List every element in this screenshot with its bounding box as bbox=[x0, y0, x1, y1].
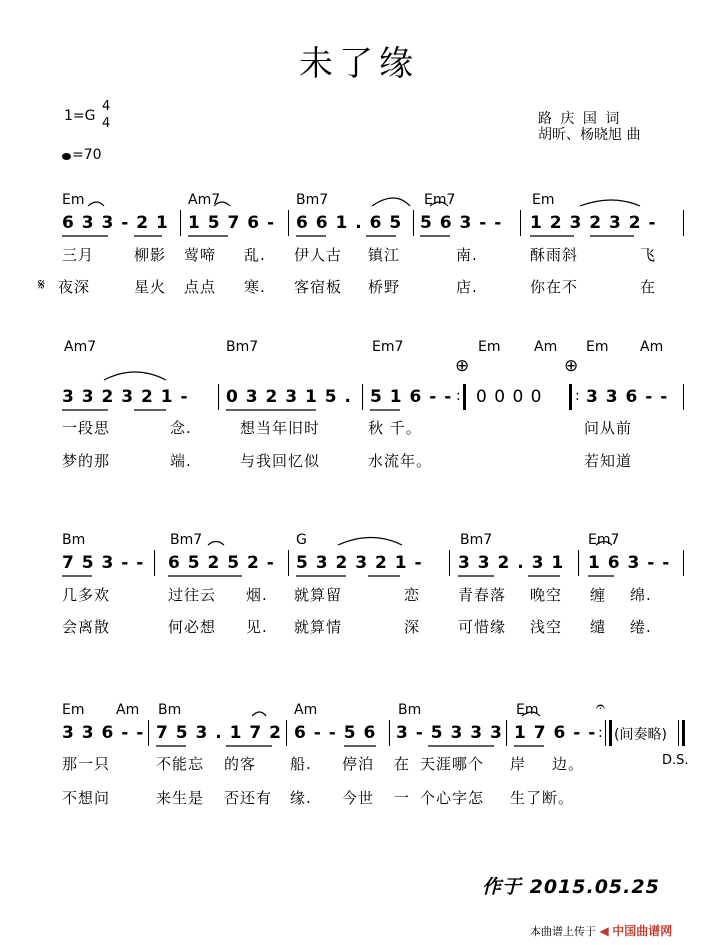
chord-label: Bm7 bbox=[460, 532, 493, 548]
footer-note bbox=[530, 922, 672, 939]
fermata-icon: 𝄐 bbox=[596, 697, 605, 716]
lyric: 缱 bbox=[590, 618, 607, 636]
chord-label: Em bbox=[586, 339, 609, 355]
lyric: 会离散 bbox=[62, 618, 111, 636]
chord-label: Bm bbox=[62, 532, 86, 548]
measure-notes: 0 3 2 3 1 5 . bbox=[226, 387, 352, 407]
lyric: 停泊 bbox=[342, 755, 375, 773]
lyric: 水流年。 bbox=[368, 452, 433, 470]
measure-notes: 7 5 3 . 1 7 2 bbox=[156, 723, 282, 743]
slur-mark bbox=[338, 538, 402, 546]
lyric: 青春落 bbox=[458, 586, 507, 604]
lyric: 那一只 bbox=[62, 755, 111, 773]
lyric: 夜深 bbox=[58, 278, 91, 296]
brand-logo-icon: ◀ bbox=[599, 924, 609, 938]
chord-label: Bm bbox=[398, 702, 422, 718]
lyric: 寒. bbox=[244, 278, 266, 296]
page-title: 未了缘 bbox=[299, 44, 419, 84]
chord-label: Bm bbox=[158, 702, 182, 718]
chord-label: Am bbox=[640, 339, 664, 355]
lyric: 点点 bbox=[184, 278, 217, 296]
lyric: 烟. bbox=[246, 586, 268, 604]
lyric: 若知道 bbox=[584, 452, 633, 470]
slur-mark bbox=[208, 542, 224, 546]
measure-notes: 6 - - 5 6 bbox=[294, 723, 377, 743]
lyric: 酥雨斜 bbox=[530, 246, 579, 264]
repeat-dots: : bbox=[456, 388, 461, 404]
footer-text: 本曲谱上传于 bbox=[530, 925, 596, 938]
chord-label: Em7 bbox=[372, 339, 404, 355]
lyric: 南. bbox=[456, 246, 478, 264]
lyric: 飞 bbox=[640, 246, 657, 264]
lyric: 在 bbox=[394, 755, 411, 773]
lyric: 秋 千。 bbox=[368, 419, 422, 437]
chord-label: Am bbox=[294, 702, 318, 718]
chord-label: Am7 bbox=[64, 339, 97, 355]
repeat-dots: : bbox=[575, 388, 580, 404]
lyric: 几多欢 bbox=[62, 586, 111, 604]
chord-label: Am7 bbox=[188, 192, 221, 208]
measure-notes: 1 5 7 6 - bbox=[188, 213, 276, 233]
lyric: 你在不 bbox=[530, 278, 579, 296]
lyric: 星火 bbox=[134, 278, 167, 296]
lyric: 浅空 bbox=[530, 618, 563, 636]
lyric: 客宿板 bbox=[294, 278, 343, 296]
segno-icon: 𝄋 bbox=[38, 275, 45, 294]
measure-notes: 5 6 3 - - bbox=[420, 213, 503, 233]
time-signature-top: 4 bbox=[102, 99, 111, 114]
measure-notes: 3 3 2 . 3 1 bbox=[458, 553, 565, 573]
lyric: 不能忘 bbox=[156, 755, 205, 773]
chord-label: Bm7 bbox=[296, 192, 329, 208]
lyric: 在 bbox=[640, 278, 657, 296]
slur-mark bbox=[596, 542, 612, 546]
lyric: 今世 bbox=[342, 789, 375, 807]
slur-mark bbox=[580, 200, 640, 206]
lyric: 就算情 bbox=[294, 618, 343, 636]
lyric: 来生是 bbox=[156, 789, 205, 807]
lyric: 船. bbox=[290, 755, 312, 773]
lyric: 否还有 bbox=[224, 789, 273, 807]
chord-label: Bm7 bbox=[170, 532, 203, 548]
lyric: 莺啼 bbox=[184, 246, 217, 264]
chord-label: Em bbox=[532, 192, 555, 208]
lyric: 生了断。 bbox=[510, 789, 575, 807]
slur-mark bbox=[372, 198, 410, 206]
measure-notes: 0 0 0 0 bbox=[476, 387, 543, 407]
slur-mark bbox=[88, 202, 104, 206]
chord-label: G bbox=[296, 532, 307, 548]
chord-label: Em bbox=[516, 702, 539, 718]
chord-label: Am bbox=[534, 339, 558, 355]
tempo-value: =70 bbox=[72, 147, 102, 163]
lyric: 可惜缘 bbox=[458, 618, 507, 636]
measure-notes: 6 5 2 5 2 - bbox=[168, 553, 275, 573]
coda-icon: ⊕ bbox=[455, 356, 470, 376]
lyric: 晚空 bbox=[530, 586, 563, 604]
lyric: 桥野 bbox=[368, 278, 401, 296]
lyric: 问从前 bbox=[584, 419, 633, 437]
lyric: 的客 bbox=[224, 755, 257, 773]
lyric: 镇江 bbox=[368, 246, 401, 264]
dal-segno-mark: D.S. bbox=[662, 753, 689, 768]
lyric: 恋 bbox=[404, 586, 421, 604]
lyric: 伊人古 bbox=[294, 246, 343, 264]
measure-notes: 6 3 3 - 2 1 bbox=[62, 213, 169, 233]
lyric: 就算留 bbox=[294, 586, 343, 604]
time-signature-bottom: 4 bbox=[102, 116, 111, 131]
lyric: 念. bbox=[170, 419, 192, 437]
lyric: 不想问 bbox=[62, 789, 111, 807]
coda-icon: ⊕ bbox=[564, 356, 579, 376]
lyricist-credit: 路 庆 国 词 bbox=[538, 111, 622, 127]
lyric: 见. bbox=[246, 618, 268, 636]
slur-mark bbox=[430, 202, 448, 206]
measure-notes: 3 3 6 - - bbox=[586, 387, 669, 407]
repeat-dots: : bbox=[598, 725, 603, 741]
lyric: 梦的那 bbox=[62, 452, 111, 470]
slur-mark bbox=[522, 712, 540, 716]
composer-credit: 胡昕、杨晓旭 曲 bbox=[538, 127, 641, 143]
measure-notes: 3 3 6 - - bbox=[62, 723, 145, 743]
chord-label: Em bbox=[62, 702, 85, 718]
measure-notes: 3 3 2 3 2 1 - bbox=[62, 387, 189, 407]
measure-notes: 7 5 3 - - bbox=[62, 553, 145, 573]
slur-mark bbox=[252, 712, 266, 716]
lyric: 天涯哪个 bbox=[420, 755, 485, 773]
lyric: 绵. bbox=[630, 586, 652, 604]
slur-mark bbox=[104, 372, 166, 380]
lyric: 与我回忆似 bbox=[240, 452, 321, 470]
chord-label: Em bbox=[62, 192, 85, 208]
lyric: 过往云 bbox=[168, 586, 217, 604]
lyric: 三月 bbox=[62, 246, 95, 264]
measure-notes: 5 3 2 3 2 1 - bbox=[296, 553, 423, 573]
lyric: 柳影 bbox=[134, 246, 167, 264]
slur-mark bbox=[214, 202, 230, 206]
measure-notes: 1 2 3 2 3 2 - bbox=[530, 213, 657, 233]
chord-label: Bm7 bbox=[226, 339, 259, 355]
lyric: 乱. bbox=[244, 246, 266, 264]
lyric: 缘. bbox=[290, 789, 312, 807]
footer-brand: 中国曲谱网 bbox=[612, 924, 673, 938]
lyric: 绻. bbox=[630, 618, 652, 636]
measure-notes: 6 6 1 . 6 5 bbox=[296, 213, 403, 233]
composition-date: 作于 2015.05.25 bbox=[482, 876, 660, 898]
lyric: 缠 bbox=[590, 586, 607, 604]
lyric: 端. bbox=[170, 452, 192, 470]
interlude-note: (间奏略) bbox=[614, 727, 667, 743]
measure-notes: 1 6 3 - - bbox=[588, 553, 671, 573]
lyric: 一段思 bbox=[62, 419, 111, 437]
lyric: 深 bbox=[404, 618, 421, 636]
measure-notes: 1 7 6 - - bbox=[514, 723, 597, 743]
chord-label: Em bbox=[478, 339, 501, 355]
lyric: 个心字怎 bbox=[420, 789, 485, 807]
key-signature: 1=G bbox=[64, 108, 96, 124]
measure-notes: 5 1 6 - - bbox=[370, 387, 453, 407]
lyric: 岸 bbox=[510, 755, 527, 773]
lyric: 何必想 bbox=[168, 618, 217, 636]
lyric: 一 bbox=[394, 789, 411, 807]
lyric: 想当年旧时 bbox=[240, 419, 321, 437]
measure-notes: 3 - 5 3 3 3 bbox=[396, 723, 503, 743]
lyric: 店. bbox=[456, 278, 478, 296]
lyric: 边。 bbox=[552, 755, 585, 773]
chord-label: Em7 bbox=[424, 192, 456, 208]
chord-label: Am bbox=[116, 702, 140, 718]
chord-label: Em7 bbox=[588, 532, 620, 548]
